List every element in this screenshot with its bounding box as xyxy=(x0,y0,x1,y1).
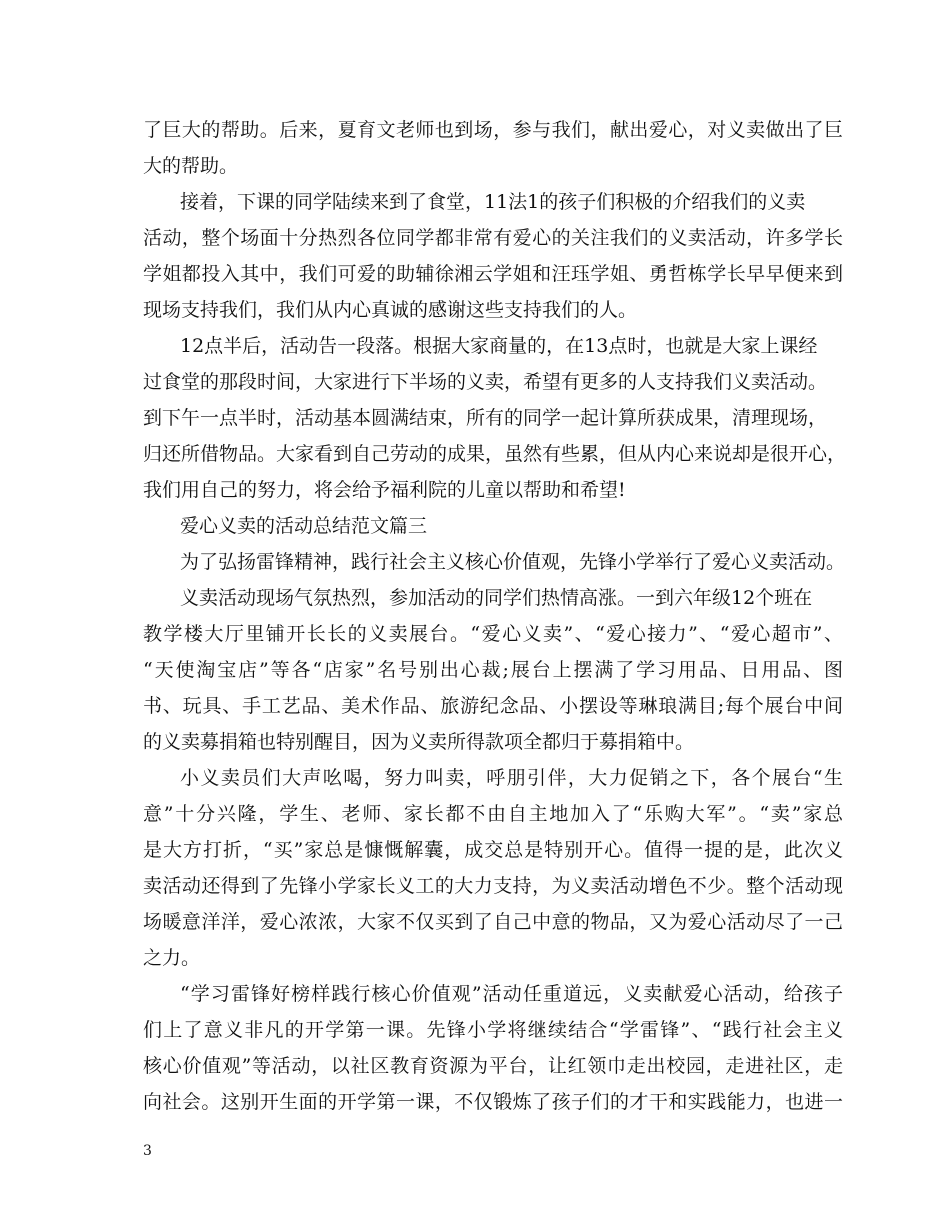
text-line: 的义卖募捐箱也特别醒目，因为义卖所得款项全都归于募捐箱中。 xyxy=(143,731,695,753)
text-line: 小义卖员们大声吆喝，努力叫卖，呼朋引伴，大力促销之下，各个展台“生 xyxy=(180,767,843,789)
text-line: 过食堂的那段时间，大家进行下半场的义卖，希望有更多的人支持我们义卖活动。 xyxy=(143,371,828,393)
text-line: 之力。 xyxy=(143,947,201,969)
text-line: 场暖意洋洋，爱心浓浓，大家不仅买到了自己中意的物品，又为爱心活动尽了一己 xyxy=(143,911,843,933)
text-line: 为了弘扬雷锋精神，践行社会主义核心价值观，先锋小学举行了爱心义卖活动。 xyxy=(180,551,846,573)
text-line: “学习雷锋好榜样践行核心价值观”活动任重道远，义卖献爱心活动，给孩子 xyxy=(180,983,843,1005)
text-line: 向社会。这别开生面的开学第一课，不仅锻炼了孩子们的才干和实践能力，也进一 xyxy=(143,1091,843,1113)
text-line: 意”十分兴隆，学生、老师、家长都不由自主地加入了“乐购大军”。“卖”家总 xyxy=(143,803,843,825)
text-line: 是大方打折，“买”家总是慷慨解囊，成交总是特别开心。值得一提的是，此次义 xyxy=(143,839,843,861)
text-line: 现场支持我们，我们从内心真诚的感谢这些支持我们的人。 xyxy=(143,299,638,321)
page-number: 3 xyxy=(143,1143,152,1159)
text-line: 大的帮助。 xyxy=(143,155,239,177)
text-line: 核心价值观”等活动，以社区教育资源为平台，让红领巾走出校园，走进社区，走 xyxy=(143,1055,843,1077)
text-line: 卖活动还得到了先锋小学家长义工的大力支持，为义卖活动增色不少。整个活动现 xyxy=(143,875,843,897)
text-line: 了巨大的帮助。后来，夏育文老师也到场，参与我们，献出爱心，对义卖做出了巨 xyxy=(143,119,843,141)
text-line: 书、玩具、手工艺品、美术作品、旅游纪念品、小摆设等琳琅满目;每个展台中间 xyxy=(143,695,843,717)
text-line: “天使淘宝店”等各“店家”名号别出心裁;展台上摆满了学习用品、日用品、图 xyxy=(143,659,843,681)
text-line: 归还所借物品。大家看到自己劳动的成果，虽然有些累，但从内心来说却是很开心， xyxy=(143,443,847,465)
text-line: 们上了意义非凡的开学第一课。先锋小学将继续结合“学雷锋”、“践行社会主义 xyxy=(143,1019,843,1041)
text-line: 接着，下课的同学陆续来到了食堂，11法1的孩子们积极的介绍我们的义卖 xyxy=(180,191,806,213)
text-line: 学姐都投入其中，我们可爱的助辅徐湘云学姐和汪珏学姐、勇哲栋学长早早便来到 xyxy=(143,263,843,285)
text-line: 教学楼大厅里铺开长长的义卖展台。“爱心义卖”、“爱心接力”、“爱心超市”、 xyxy=(143,623,843,645)
text-line: 我们用自己的努力，将会给予福利院的儿童以帮助和希望! xyxy=(143,479,626,501)
section-heading: 爱心义卖的活动总结范文篇三 xyxy=(180,515,428,537)
text-line: 活动，整个场面十分热烈各位同学都非常有爱心的关注我们的义卖活动，许多学长 xyxy=(143,227,843,249)
text-line: 义卖活动现场气氛热烈，参加活动的同学们热情高涨。一到六年级12个班在 xyxy=(180,587,813,609)
text-line: 12点半后，活动告一段落。根据大家商量的，在13点时，也就是大家上课经 xyxy=(180,335,818,357)
text-line: 到下午一点半时，活动基本圆满结束，所有的同学一起计算所获成果，清理现场， xyxy=(143,407,828,429)
